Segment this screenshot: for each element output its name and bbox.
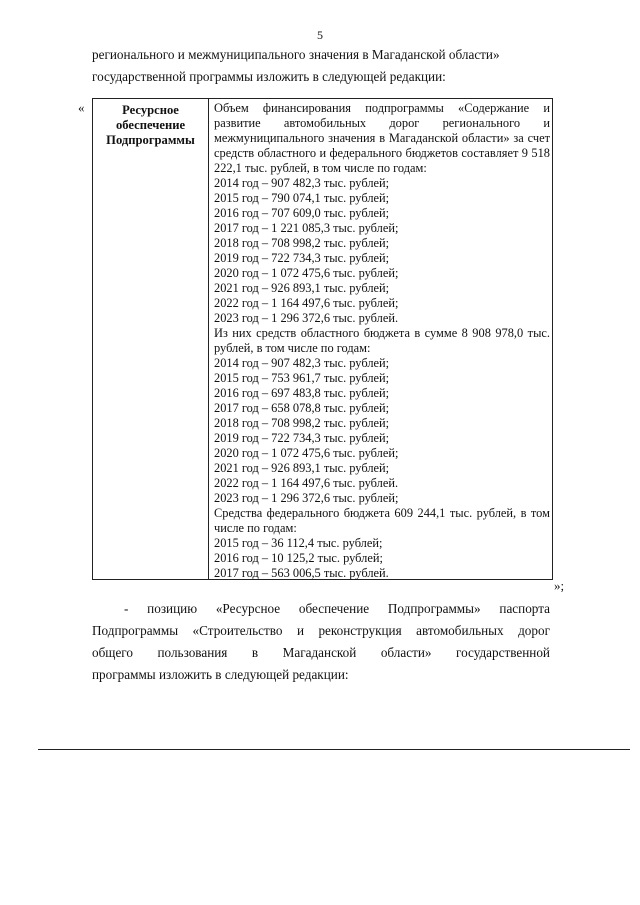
federal-by-year-list: [214, 536, 550, 581]
year-row: 2020 год – 1 072 475,6 тыс. рублей;: [214, 446, 399, 460]
year-row: 2022 год – 1 164 497,6 тыс. рублей.: [214, 476, 399, 490]
year-row: 2017 год – 658 078,8 тыс. рублей;: [214, 401, 390, 415]
regional-budget-intro: Из них средств областного бюджета в сумме 8 908 978,0 тыс. рублей, в том числе по годам:: [214, 326, 550, 355]
year-row: 2019 год – 722 734,3 тыс. рублей;: [214, 431, 390, 445]
outro-paragraph: [92, 598, 550, 686]
table-content-cell: [214, 101, 550, 581]
year-row: 2015 год – 790 074,1 тыс. рублей;: [214, 191, 390, 205]
year-row: 2021 год – 926 893,1 тыс. рублей;: [214, 461, 390, 475]
year-row: 2014 год – 907 482,3 тыс. рублей;: [214, 356, 390, 370]
label-line: обеспечение: [115, 118, 186, 132]
year-row: 2016 год – 697 483,8 тыс. рублей;: [214, 386, 390, 400]
federal-budget-intro: Средства федерального бюджета 609 244,1 тыс. рублей, в том числе по годам:: [214, 506, 550, 535]
year-row: 2020 год – 1 072 475,6 тыс. рублей;: [214, 266, 399, 280]
total-by-year-list: [214, 176, 550, 326]
intro-paragraph: [92, 44, 550, 88]
year-row: 2015 год – 36 112,4 тыс. рублей;: [214, 536, 383, 550]
year-row: 2017 год – 1 221 085,3 тыс. рублей;: [214, 221, 399, 235]
year-row: 2018 год – 708 998,2 тыс. рублей;: [214, 416, 390, 430]
closing-quote: »;: [554, 578, 565, 593]
intro-line: государственной программы изложить в следующей редакции:: [92, 69, 446, 84]
year-row: 2022 год – 1 164 497,6 тыс. рублей;: [214, 296, 399, 310]
table-label-cell: [93, 99, 208, 148]
page-divider: [38, 749, 630, 750]
year-row: 2017 год – 563 006,5 тыс. рублей.: [214, 566, 389, 580]
regional-by-year-list: [214, 356, 550, 506]
opening-quote: «: [78, 100, 85, 115]
year-row: 2016 год – 10 125,2 тыс. рублей;: [214, 551, 383, 565]
year-row: 2021 год – 926 893,1 тыс. рублей;: [214, 281, 390, 295]
year-row: 2015 год – 753 961,7 тыс. рублей;: [214, 371, 390, 385]
label-line: Ресурсное: [122, 103, 179, 117]
outro-line: программы изложить в следующей редакции:: [92, 667, 349, 682]
year-row: 2014 год – 907 482,3 тыс. рублей;: [214, 176, 390, 190]
year-row: 2019 год – 722 734,3 тыс. рублей;: [214, 251, 390, 265]
page-number: 5: [317, 28, 323, 42]
financing-intro: Объем финансирования подпрограммы «Содержание и развитие автомобильных дорог регионального и межмуниципального значения в Магаданской области» за счет средств областного и федерального бюджетов составляет 9 518 222,1 тыс. рублей, в том числе по годам:: [214, 101, 550, 175]
intro-line: регионального и межмуниципального значения в Магаданской области»: [92, 47, 500, 62]
resource-table: [92, 98, 553, 580]
year-row: 2023 год – 1 296 372,6 тыс. рублей;: [214, 491, 399, 505]
year-row: 2016 год – 707 609,0 тыс. рублей;: [214, 206, 390, 220]
table-column-divider: [208, 99, 209, 579]
outro-line: Подпрограммы «Строительство и реконструкция автомобильных дорог: [92, 623, 550, 638]
label-line: Подпрограммы: [106, 133, 195, 147]
year-row: 2023 год – 1 296 372,6 тыс. рублей.: [214, 311, 399, 325]
outro-line: - позицию «Ресурсное обеспечение Подпрограммы» паспорта: [124, 601, 550, 616]
outro-line: общего пользования в Магаданской области» государственной: [92, 645, 550, 660]
year-row: 2018 год – 708 998,2 тыс. рублей;: [214, 236, 390, 250]
